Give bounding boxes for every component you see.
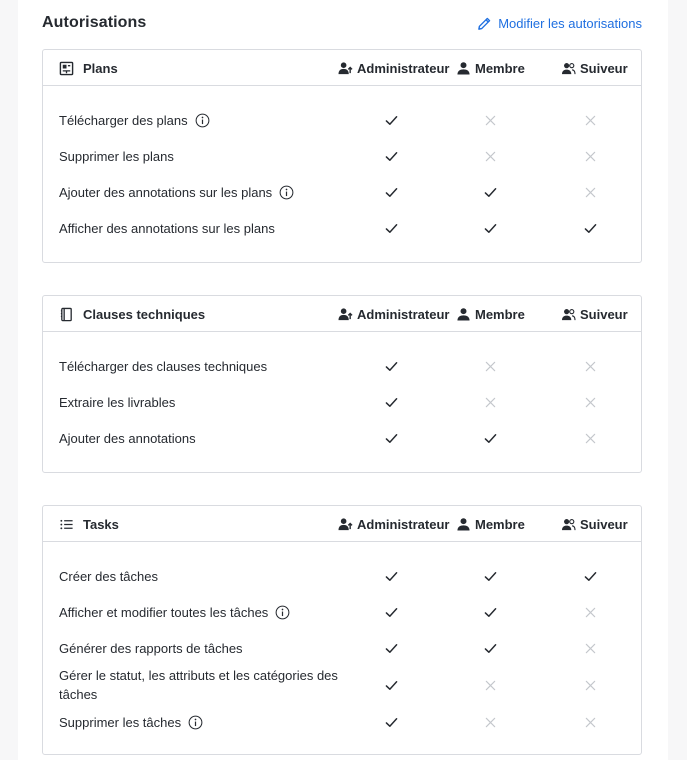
permission-rows	[43, 86, 641, 246]
cross-icon-follower	[580, 102, 600, 138]
section-title-label: Plans	[83, 60, 118, 76]
check-icon-admin	[381, 384, 401, 420]
permission-row	[43, 384, 641, 420]
cross-icon-follower	[580, 138, 600, 174]
section-plans	[42, 49, 642, 263]
permission-row	[43, 594, 641, 630]
check-icon-admin	[381, 210, 401, 246]
info-icon[interactable]	[275, 605, 290, 620]
document-icon	[59, 307, 74, 322]
column-header-admin	[338, 50, 449, 86]
permission-label-text: Supprimer les plans	[59, 148, 174, 164]
pencil-icon	[477, 16, 492, 31]
permission-label	[59, 420, 349, 456]
check-icon-admin	[381, 630, 401, 666]
cross-icon-member	[480, 348, 500, 384]
user-icon	[456, 61, 471, 75]
section-title	[59, 296, 205, 332]
check-icon-admin	[381, 704, 401, 740]
info-icon[interactable]	[195, 113, 210, 128]
column-header-member	[456, 296, 525, 332]
check-icon-admin	[381, 558, 401, 594]
permission-label-text: Afficher des annotations sur les plans	[59, 220, 275, 236]
users-follower-icon	[561, 307, 576, 321]
check-icon-follower	[580, 558, 600, 594]
permission-label-text: Ajouter des annotations sur les plans	[59, 184, 273, 200]
section-title-label: Clauses techniques	[83, 306, 206, 322]
section-title	[59, 506, 119, 542]
users-follower-icon	[561, 61, 576, 75]
permission-label-text: Générer des rapports de tâches	[59, 640, 243, 656]
permission-label	[59, 138, 349, 174]
section-clauses-techniques	[42, 295, 642, 473]
permission-label-text: Créer des tâches	[59, 568, 158, 584]
column-label: Administrateur	[357, 306, 450, 322]
cross-icon-follower	[580, 348, 600, 384]
list-icon	[59, 517, 74, 532]
permission-label	[59, 102, 349, 138]
permission-row	[43, 630, 641, 666]
check-icon-admin	[381, 420, 401, 456]
column-label: Membre	[475, 306, 525, 322]
edit-permissions-link[interactable]	[477, 16, 642, 31]
permission-row	[43, 420, 641, 456]
cross-icon-member	[480, 102, 500, 138]
section-title	[59, 50, 118, 86]
user-admin-icon	[338, 61, 353, 75]
permission-label	[59, 174, 349, 210]
section-header	[43, 506, 641, 542]
cross-icon-follower	[580, 704, 600, 740]
cross-icon-follower	[580, 384, 600, 420]
check-icon-member	[480, 174, 500, 210]
permission-label	[59, 348, 349, 384]
section-tasks	[42, 505, 642, 755]
permission-label	[59, 594, 349, 630]
permission-label	[59, 384, 349, 420]
column-header-member	[456, 506, 525, 542]
check-icon-admin	[381, 666, 401, 704]
user-icon	[456, 517, 471, 531]
column-label: Suiveur	[580, 60, 628, 76]
cross-icon-follower	[580, 594, 600, 630]
permission-label-text: Télécharger des clauses techniques	[59, 358, 268, 374]
column-header-admin	[338, 506, 449, 542]
cross-icon-follower	[580, 174, 600, 210]
cross-icon-member	[480, 666, 500, 704]
permission-label	[59, 630, 349, 666]
check-icon-member	[480, 558, 500, 594]
permission-label-text: Extraire les livrables	[59, 394, 176, 410]
permission-rows	[43, 332, 641, 456]
permission-row	[43, 704, 641, 740]
permission-label	[59, 558, 349, 594]
page-header	[42, 12, 642, 34]
column-header-follower	[561, 506, 628, 542]
column-header-member	[456, 50, 525, 86]
permission-row	[43, 102, 641, 138]
permission-rows	[43, 542, 641, 740]
column-label: Administrateur	[357, 60, 450, 76]
cross-icon-follower	[580, 666, 600, 704]
user-admin-icon	[338, 517, 353, 531]
page-title: Autorisations	[42, 14, 147, 31]
permission-row	[43, 138, 641, 174]
cross-icon-member	[480, 384, 500, 420]
check-icon-member	[480, 594, 500, 630]
check-icon-follower	[580, 210, 600, 246]
permission-row	[43, 210, 641, 246]
column-label: Membre	[475, 60, 525, 76]
permission-label	[59, 210, 349, 246]
permission-label-text: Ajouter des annotations	[59, 430, 196, 446]
permission-label-text: Afficher et modifier toutes les tâches	[59, 604, 269, 620]
user-admin-icon	[338, 307, 353, 321]
check-icon-member	[480, 630, 500, 666]
cross-icon-follower	[580, 420, 600, 456]
column-label: Suiveur	[580, 516, 628, 532]
permission-row	[43, 348, 641, 384]
info-icon[interactable]	[188, 715, 203, 730]
column-header-follower	[561, 296, 628, 332]
edit-permissions-label: Modifier les autorisations	[498, 15, 642, 31]
section-title-label: Tasks	[83, 516, 119, 532]
check-icon-admin	[381, 138, 401, 174]
column-label: Administrateur	[357, 516, 450, 532]
user-icon	[456, 307, 471, 321]
column-header-follower	[561, 50, 628, 86]
column-label: Membre	[475, 516, 525, 532]
check-icon-admin	[381, 594, 401, 630]
permission-label-text: Gérer le statut, les attributs et les catégories des tâches	[59, 668, 338, 702]
section-header	[43, 296, 641, 332]
column-header-admin	[338, 296, 449, 332]
check-icon-admin	[381, 174, 401, 210]
permissions-page	[18, 0, 668, 760]
check-icon-admin	[381, 348, 401, 384]
permission-row	[43, 666, 641, 704]
section-header	[43, 50, 641, 86]
permission-label-text: Supprimer les tâches	[59, 714, 182, 730]
check-icon-admin	[381, 102, 401, 138]
permission-label	[59, 666, 349, 704]
check-icon-member	[480, 420, 500, 456]
cross-icon-member	[480, 704, 500, 740]
info-icon[interactable]	[279, 185, 294, 200]
cross-icon-follower	[580, 630, 600, 666]
check-icon-member	[480, 210, 500, 246]
users-follower-icon	[561, 517, 576, 531]
permission-label	[59, 704, 349, 740]
cross-icon-member	[480, 138, 500, 174]
floorplan-icon	[59, 61, 74, 76]
permission-row	[43, 174, 641, 210]
permission-label-text: Télécharger des plans	[59, 112, 188, 128]
permission-row	[43, 558, 641, 594]
column-label: Suiveur	[580, 306, 628, 322]
